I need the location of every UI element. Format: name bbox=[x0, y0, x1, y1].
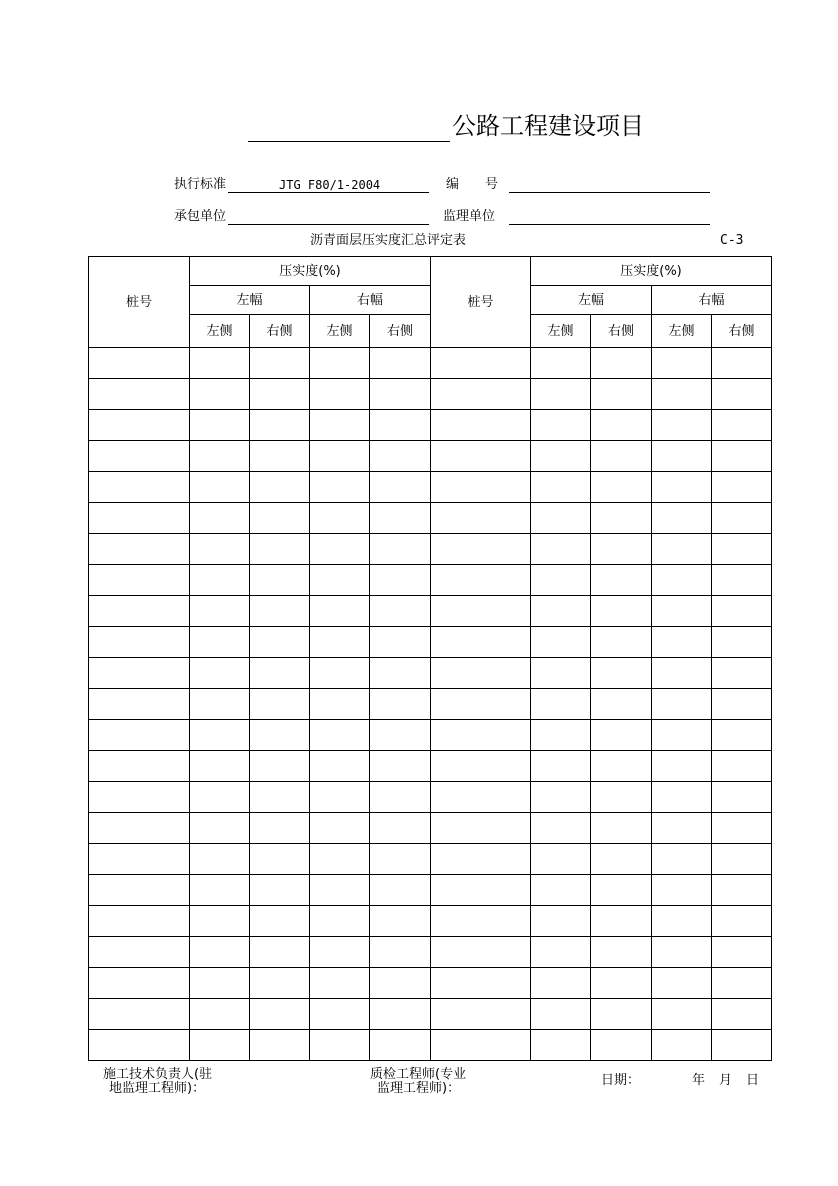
compaction-cell[interactable] bbox=[190, 503, 250, 534]
compaction-cell[interactable] bbox=[250, 441, 310, 472]
compaction-cell[interactable] bbox=[531, 782, 591, 813]
station-cell[interactable] bbox=[89, 534, 190, 565]
compaction-cell[interactable] bbox=[310, 503, 370, 534]
standard-label: 执行标准 bbox=[174, 177, 227, 192]
compaction-cell[interactable] bbox=[190, 689, 250, 720]
compaction-cell[interactable] bbox=[310, 472, 370, 503]
station-cell[interactable] bbox=[89, 441, 190, 472]
compaction-cell[interactable] bbox=[370, 565, 431, 596]
compaction-cell[interactable] bbox=[310, 782, 370, 813]
station-cell[interactable] bbox=[89, 565, 190, 596]
compaction-cell[interactable] bbox=[190, 472, 250, 503]
left-half-header: 左幅 bbox=[531, 286, 652, 315]
station-cell[interactable] bbox=[89, 503, 190, 534]
compaction-cell[interactable] bbox=[370, 875, 431, 906]
compaction-cell[interactable] bbox=[370, 379, 431, 410]
right-side-header: 右侧 bbox=[712, 315, 772, 348]
compaction-cell[interactable] bbox=[531, 1030, 591, 1061]
station-cell[interactable] bbox=[431, 1030, 531, 1061]
station-cell[interactable] bbox=[89, 689, 190, 720]
station-cell[interactable] bbox=[89, 627, 190, 658]
station-cell[interactable] bbox=[431, 379, 531, 410]
compaction-cell[interactable] bbox=[370, 844, 431, 875]
table-row bbox=[89, 813, 772, 844]
compaction-cell[interactable] bbox=[370, 720, 431, 751]
compaction-cell[interactable] bbox=[591, 689, 652, 720]
station-cell[interactable] bbox=[431, 844, 531, 875]
compaction-cell[interactable] bbox=[250, 689, 310, 720]
compaction-cell[interactable] bbox=[310, 906, 370, 937]
compaction-cell[interactable] bbox=[250, 534, 310, 565]
compaction-cell[interactable] bbox=[652, 844, 712, 875]
compaction-cell[interactable] bbox=[591, 534, 652, 565]
compaction-cell[interactable] bbox=[652, 658, 712, 689]
compaction-cell[interactable] bbox=[250, 348, 310, 379]
compaction-cell[interactable] bbox=[712, 596, 772, 627]
station-header-right: 桩号 bbox=[431, 257, 531, 348]
compaction-cell[interactable] bbox=[531, 441, 591, 472]
compaction-cell[interactable] bbox=[250, 627, 310, 658]
station-header-left: 桩号 bbox=[89, 257, 190, 348]
compaction-cell[interactable] bbox=[190, 1030, 250, 1061]
compaction-cell[interactable] bbox=[591, 627, 652, 658]
compaction-cell[interactable] bbox=[652, 472, 712, 503]
compaction-cell[interactable] bbox=[370, 658, 431, 689]
compaction-cell[interactable] bbox=[591, 968, 652, 999]
compaction-cell[interactable] bbox=[250, 410, 310, 441]
compaction-cell[interactable] bbox=[591, 937, 652, 968]
table-row bbox=[89, 999, 772, 1030]
compaction-cell[interactable] bbox=[250, 658, 310, 689]
station-cell[interactable] bbox=[431, 596, 531, 627]
compaction-cell[interactable] bbox=[190, 875, 250, 906]
compaction-cell[interactable] bbox=[190, 999, 250, 1030]
compaction-cell[interactable] bbox=[370, 1030, 431, 1061]
compaction-cell[interactable] bbox=[310, 751, 370, 782]
table-row bbox=[89, 937, 772, 968]
compaction-cell[interactable] bbox=[591, 658, 652, 689]
compaction-cell[interactable] bbox=[310, 565, 370, 596]
table-row bbox=[89, 348, 772, 379]
compaction-cell[interactable] bbox=[370, 627, 431, 658]
table-row bbox=[89, 503, 772, 534]
supervisor-field[interactable] bbox=[509, 224, 710, 225]
contractor-label: 承包单位 bbox=[174, 209, 227, 224]
compaction-cell[interactable] bbox=[250, 968, 310, 999]
compaction-cell[interactable] bbox=[531, 596, 591, 627]
compaction-cell[interactable] bbox=[310, 410, 370, 441]
compaction-cell[interactable] bbox=[712, 720, 772, 751]
supervisor-label: 监理单位 bbox=[443, 209, 496, 224]
compaction-cell[interactable] bbox=[531, 689, 591, 720]
compaction-cell[interactable] bbox=[652, 596, 712, 627]
station-cell[interactable] bbox=[89, 658, 190, 689]
station-cell[interactable] bbox=[89, 875, 190, 906]
compaction-cell[interactable] bbox=[370, 999, 431, 1030]
compaction-cell[interactable] bbox=[370, 503, 431, 534]
compaction-cell[interactable] bbox=[712, 1030, 772, 1061]
station-cell[interactable] bbox=[431, 968, 531, 999]
compaction-cell[interactable] bbox=[310, 658, 370, 689]
compaction-cell[interactable] bbox=[250, 720, 310, 751]
station-cell[interactable] bbox=[431, 999, 531, 1030]
compaction-cell[interactable] bbox=[712, 906, 772, 937]
compaction-cell[interactable] bbox=[370, 906, 431, 937]
left-side-header: 左侧 bbox=[310, 315, 370, 348]
compaction-cell[interactable] bbox=[370, 937, 431, 968]
compaction-cell[interactable] bbox=[531, 906, 591, 937]
station-cell[interactable] bbox=[89, 906, 190, 937]
station-cell[interactable] bbox=[89, 379, 190, 410]
station-cell[interactable] bbox=[431, 441, 531, 472]
compaction-cell[interactable] bbox=[310, 379, 370, 410]
left-half-header: 左幅 bbox=[190, 286, 310, 315]
compaction-cell[interactable] bbox=[712, 999, 772, 1030]
compaction-cell[interactable] bbox=[591, 844, 652, 875]
compaction-cell[interactable] bbox=[190, 441, 250, 472]
compaction-cell[interactable] bbox=[310, 689, 370, 720]
compaction-header-right: 压实度(%) bbox=[531, 257, 772, 286]
compaction-cell[interactable] bbox=[531, 751, 591, 782]
compaction-cell[interactable] bbox=[531, 565, 591, 596]
compaction-cell[interactable] bbox=[652, 410, 712, 441]
compaction-cell[interactable] bbox=[531, 503, 591, 534]
compaction-cell[interactable] bbox=[250, 782, 310, 813]
compaction-cell[interactable] bbox=[190, 596, 250, 627]
compaction-cell[interactable] bbox=[531, 813, 591, 844]
compaction-cell[interactable] bbox=[652, 875, 712, 906]
standard-field[interactable] bbox=[228, 192, 429, 193]
compaction-cell[interactable] bbox=[190, 565, 250, 596]
compaction-cell[interactable] bbox=[652, 441, 712, 472]
compaction-cell[interactable] bbox=[310, 937, 370, 968]
compaction-cell[interactable] bbox=[652, 720, 712, 751]
compaction-cell[interactable] bbox=[712, 565, 772, 596]
station-cell[interactable] bbox=[89, 937, 190, 968]
compaction-cell[interactable] bbox=[712, 441, 772, 472]
table-row bbox=[89, 875, 772, 906]
compaction-cell[interactable] bbox=[531, 627, 591, 658]
compaction-cell[interactable] bbox=[310, 441, 370, 472]
station-cell[interactable] bbox=[431, 751, 531, 782]
table-row bbox=[89, 379, 772, 410]
compaction-cell[interactable] bbox=[591, 472, 652, 503]
compaction-cell[interactable] bbox=[712, 379, 772, 410]
compaction-cell[interactable] bbox=[370, 782, 431, 813]
compaction-cell[interactable] bbox=[190, 782, 250, 813]
compaction-table bbox=[88, 256, 772, 1061]
station-cell[interactable] bbox=[89, 472, 190, 503]
compaction-cell[interactable] bbox=[652, 937, 712, 968]
compaction-cell[interactable] bbox=[591, 441, 652, 472]
table-title: 沥青面层压实度汇总评定表 bbox=[310, 233, 467, 248]
station-cell[interactable] bbox=[89, 348, 190, 379]
compaction-cell[interactable] bbox=[712, 503, 772, 534]
compaction-cell[interactable] bbox=[712, 348, 772, 379]
compaction-cell[interactable] bbox=[531, 844, 591, 875]
compaction-cell[interactable] bbox=[652, 627, 712, 658]
right-side-header: 右侧 bbox=[591, 315, 652, 348]
compaction-cell[interactable] bbox=[591, 503, 652, 534]
date-label: 日期： bbox=[601, 1073, 641, 1088]
left-side-header: 左侧 bbox=[190, 315, 250, 348]
tech-lead-label-line1: 施工技术负责人(驻 bbox=[103, 1067, 213, 1082]
compaction-cell[interactable] bbox=[190, 627, 250, 658]
station-cell[interactable] bbox=[431, 782, 531, 813]
table-row bbox=[89, 751, 772, 782]
compaction-cell[interactable] bbox=[310, 596, 370, 627]
compaction-cell[interactable] bbox=[712, 658, 772, 689]
compaction-cell[interactable] bbox=[531, 348, 591, 379]
compaction-cell[interactable] bbox=[190, 534, 250, 565]
station-cell[interactable] bbox=[89, 782, 190, 813]
station-cell[interactable] bbox=[89, 968, 190, 999]
compaction-cell[interactable] bbox=[652, 348, 712, 379]
table-row bbox=[89, 906, 772, 937]
station-cell[interactable] bbox=[431, 720, 531, 751]
compaction-cell[interactable] bbox=[591, 1030, 652, 1061]
table-row bbox=[89, 627, 772, 658]
station-cell[interactable] bbox=[89, 720, 190, 751]
compaction-cell[interactable] bbox=[370, 534, 431, 565]
compaction-cell[interactable] bbox=[310, 534, 370, 565]
compaction-cell[interactable] bbox=[712, 627, 772, 658]
station-cell[interactable] bbox=[431, 875, 531, 906]
compaction-cell[interactable] bbox=[591, 751, 652, 782]
compaction-cell[interactable] bbox=[652, 534, 712, 565]
table-row bbox=[89, 441, 772, 472]
compaction-cell[interactable] bbox=[190, 410, 250, 441]
compaction-cell[interactable] bbox=[591, 720, 652, 751]
compaction-cell[interactable] bbox=[250, 472, 310, 503]
compaction-cell[interactable] bbox=[310, 813, 370, 844]
station-cell[interactable] bbox=[89, 410, 190, 441]
station-cell[interactable] bbox=[89, 813, 190, 844]
station-cell[interactable] bbox=[431, 813, 531, 844]
compaction-cell[interactable] bbox=[652, 813, 712, 844]
table-row bbox=[89, 658, 772, 689]
qc-engineer-label-line1: 质检工程师(专业 bbox=[370, 1067, 467, 1082]
compaction-cell[interactable] bbox=[310, 968, 370, 999]
compaction-cell[interactable] bbox=[591, 906, 652, 937]
compaction-cell[interactable] bbox=[652, 782, 712, 813]
station-cell[interactable] bbox=[431, 689, 531, 720]
station-cell[interactable] bbox=[431, 472, 531, 503]
compaction-cell[interactable] bbox=[250, 596, 310, 627]
left-side-header: 左侧 bbox=[652, 315, 712, 348]
compaction-cell[interactable] bbox=[250, 937, 310, 968]
table-row bbox=[89, 1030, 772, 1061]
table-row bbox=[89, 782, 772, 813]
month-label: 月 bbox=[719, 1073, 733, 1088]
compaction-cell[interactable] bbox=[250, 844, 310, 875]
contractor-field[interactable] bbox=[228, 224, 429, 225]
compaction-cell[interactable] bbox=[190, 348, 250, 379]
compaction-cell[interactable] bbox=[310, 627, 370, 658]
station-cell[interactable] bbox=[431, 627, 531, 658]
compaction-cell[interactable] bbox=[370, 441, 431, 472]
compaction-cell[interactable] bbox=[712, 534, 772, 565]
station-cell[interactable] bbox=[431, 658, 531, 689]
compaction-cell[interactable] bbox=[250, 813, 310, 844]
compaction-cell[interactable] bbox=[652, 968, 712, 999]
compaction-cell[interactable] bbox=[250, 751, 310, 782]
compaction-cell[interactable] bbox=[591, 782, 652, 813]
compaction-cell[interactable] bbox=[652, 906, 712, 937]
table-row bbox=[89, 472, 772, 503]
station-cell[interactable] bbox=[89, 751, 190, 782]
compaction-cell[interactable] bbox=[712, 751, 772, 782]
compaction-cell[interactable] bbox=[190, 906, 250, 937]
tech-lead-label-line2: 地监理工程师)： bbox=[109, 1081, 206, 1096]
compaction-cell[interactable] bbox=[250, 503, 310, 534]
table-row bbox=[89, 720, 772, 751]
compaction-cell[interactable] bbox=[370, 751, 431, 782]
compaction-cell[interactable] bbox=[310, 875, 370, 906]
compaction-cell[interactable] bbox=[370, 410, 431, 441]
compaction-cell[interactable] bbox=[190, 844, 250, 875]
table-row bbox=[89, 410, 772, 441]
form-code: C-3 bbox=[720, 233, 744, 248]
compaction-cell[interactable] bbox=[250, 875, 310, 906]
number-field[interactable] bbox=[509, 192, 710, 193]
compaction-cell[interactable] bbox=[531, 472, 591, 503]
compaction-cell[interactable] bbox=[531, 410, 591, 441]
table-row bbox=[89, 968, 772, 999]
table-row bbox=[89, 565, 772, 596]
compaction-cell[interactable] bbox=[310, 999, 370, 1030]
compaction-cell[interactable] bbox=[250, 379, 310, 410]
compaction-cell[interactable] bbox=[370, 596, 431, 627]
compaction-cell[interactable] bbox=[370, 348, 431, 379]
project-name-blank[interactable] bbox=[248, 141, 450, 142]
compaction-cell[interactable] bbox=[591, 813, 652, 844]
compaction-cell[interactable] bbox=[591, 999, 652, 1030]
compaction-cell[interactable] bbox=[190, 720, 250, 751]
station-cell[interactable] bbox=[431, 906, 531, 937]
compaction-cell[interactable] bbox=[712, 813, 772, 844]
compaction-cell[interactable] bbox=[190, 379, 250, 410]
compaction-cell[interactable] bbox=[712, 844, 772, 875]
compaction-cell[interactable] bbox=[531, 658, 591, 689]
compaction-cell[interactable] bbox=[591, 379, 652, 410]
right-half-header: 右幅 bbox=[310, 286, 431, 315]
station-cell[interactable] bbox=[89, 1030, 190, 1061]
compaction-cell[interactable] bbox=[250, 1030, 310, 1061]
compaction-cell[interactable] bbox=[652, 751, 712, 782]
compaction-cell[interactable] bbox=[190, 813, 250, 844]
compaction-cell[interactable] bbox=[531, 968, 591, 999]
compaction-cell[interactable] bbox=[712, 689, 772, 720]
compaction-cell[interactable] bbox=[250, 565, 310, 596]
compaction-cell[interactable] bbox=[652, 565, 712, 596]
station-cell[interactable] bbox=[431, 503, 531, 534]
station-cell[interactable] bbox=[89, 999, 190, 1030]
compaction-cell[interactable] bbox=[370, 968, 431, 999]
compaction-cell[interactable] bbox=[652, 1030, 712, 1061]
compaction-cell[interactable] bbox=[712, 968, 772, 999]
compaction-cell[interactable] bbox=[190, 937, 250, 968]
compaction-cell[interactable] bbox=[531, 937, 591, 968]
year-label: 年 bbox=[692, 1073, 706, 1088]
page-title: 公路工程建设项目 bbox=[452, 112, 644, 140]
compaction-cell[interactable] bbox=[652, 999, 712, 1030]
right-side-header: 右侧 bbox=[250, 315, 310, 348]
station-cell[interactable] bbox=[431, 410, 531, 441]
day-label: 日 bbox=[746, 1073, 760, 1088]
right-half-header: 右幅 bbox=[652, 286, 772, 315]
compaction-header-left: 压实度(%) bbox=[190, 257, 431, 286]
compaction-cell[interactable] bbox=[531, 999, 591, 1030]
compaction-cell[interactable] bbox=[310, 720, 370, 751]
compaction-cell[interactable] bbox=[250, 999, 310, 1030]
compaction-cell[interactable] bbox=[591, 348, 652, 379]
compaction-cell[interactable] bbox=[531, 534, 591, 565]
compaction-cell[interactable] bbox=[310, 844, 370, 875]
compaction-cell[interactable] bbox=[712, 782, 772, 813]
station-cell[interactable] bbox=[431, 348, 531, 379]
compaction-cell[interactable] bbox=[370, 813, 431, 844]
number-label: 编 号 bbox=[446, 177, 499, 192]
compaction-cell[interactable] bbox=[531, 720, 591, 751]
compaction-cell[interactable] bbox=[190, 658, 250, 689]
compaction-cell[interactable] bbox=[591, 596, 652, 627]
table-row bbox=[89, 534, 772, 565]
station-cell[interactable] bbox=[431, 937, 531, 968]
compaction-cell[interactable] bbox=[652, 379, 712, 410]
qc-engineer-label-line2: 监理工程师)： bbox=[377, 1081, 461, 1096]
compaction-cell[interactable] bbox=[591, 410, 652, 441]
compaction-cell[interactable] bbox=[190, 751, 250, 782]
compaction-cell[interactable] bbox=[712, 875, 772, 906]
station-cell[interactable] bbox=[431, 534, 531, 565]
compaction-cell[interactable] bbox=[591, 565, 652, 596]
compaction-cell[interactable] bbox=[370, 689, 431, 720]
table-row bbox=[89, 844, 772, 875]
compaction-cell[interactable] bbox=[250, 906, 310, 937]
station-cell[interactable] bbox=[89, 844, 190, 875]
station-cell[interactable] bbox=[89, 596, 190, 627]
compaction-cell[interactable] bbox=[652, 689, 712, 720]
compaction-cell[interactable] bbox=[370, 472, 431, 503]
compaction-cell[interactable] bbox=[712, 937, 772, 968]
compaction-cell[interactable] bbox=[310, 1030, 370, 1061]
standard-value: JTG F80/1-2004 bbox=[279, 178, 381, 192]
right-side-header: 右侧 bbox=[370, 315, 431, 348]
table-row bbox=[89, 596, 772, 627]
left-side-header: 左侧 bbox=[531, 315, 591, 348]
table-row bbox=[89, 689, 772, 720]
compaction-cell[interactable] bbox=[531, 875, 591, 906]
compaction-cell[interactable] bbox=[310, 348, 370, 379]
compaction-cell[interactable] bbox=[712, 472, 772, 503]
compaction-cell[interactable] bbox=[531, 379, 591, 410]
compaction-cell[interactable] bbox=[591, 875, 652, 906]
compaction-cell[interactable] bbox=[712, 410, 772, 441]
compaction-cell[interactable] bbox=[652, 503, 712, 534]
compaction-cell[interactable] bbox=[190, 968, 250, 999]
station-cell[interactable] bbox=[431, 565, 531, 596]
